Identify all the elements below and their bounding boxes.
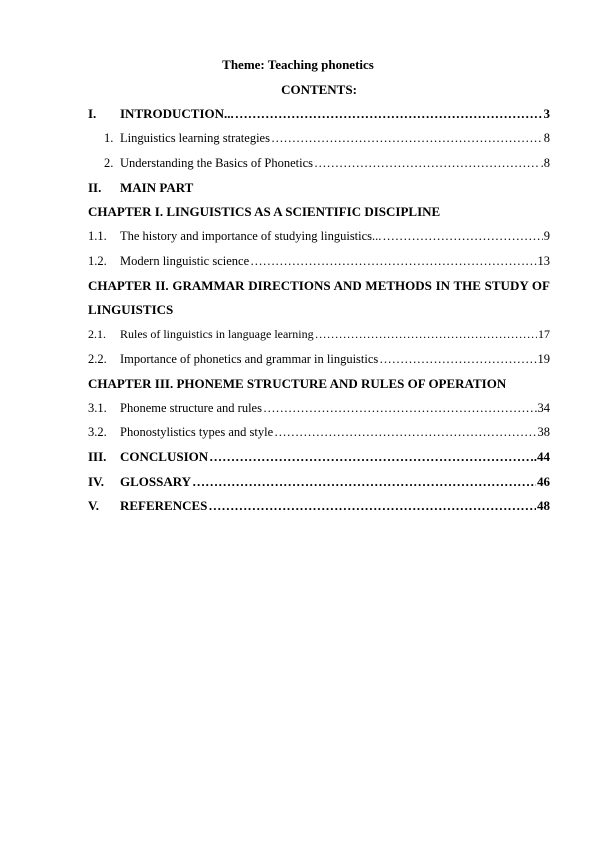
toc-page-number: .44 bbox=[533, 449, 550, 465]
toc-entry-3-1 bbox=[88, 396, 550, 421]
toc-entry-label: MAIN PART bbox=[120, 179, 194, 195]
toc-dot-leader bbox=[208, 498, 536, 514]
toc-entry-label: Importance of phonetics and grammar in linguistics bbox=[120, 351, 379, 366]
toc-entry-label: Rules of linguistics in language learning bbox=[120, 327, 314, 342]
toc-entry-label: CONCLUSION bbox=[120, 449, 209, 465]
toc-entry-1-1 bbox=[88, 225, 550, 250]
toc-dot-leader bbox=[271, 131, 543, 146]
toc-entry-number: 2.1. bbox=[88, 327, 106, 342]
toc-entry-label: GLOSSARY bbox=[120, 473, 192, 489]
toc-page-number: 13 bbox=[537, 253, 550, 268]
toc-entry-3-2 bbox=[88, 421, 550, 446]
toc-page-number: 9 bbox=[543, 229, 550, 244]
toc-entry-label: Modern linguistic science bbox=[120, 253, 250, 268]
toc-entry-label: Understanding the Basics of Phonetics bbox=[120, 155, 314, 170]
toc-dot-leader bbox=[235, 106, 543, 122]
toc-entry-number: 3.1. bbox=[88, 400, 107, 415]
toc-entry-number: III. bbox=[88, 449, 107, 465]
toc-entry-introduction bbox=[88, 102, 550, 127]
toc-entry-1-2 bbox=[88, 249, 550, 274]
toc-page-number: .8 bbox=[540, 155, 550, 170]
toc-entry-label: REFERENCES bbox=[120, 498, 208, 514]
toc-entry-references bbox=[88, 494, 550, 519]
toc-entry-number: V. bbox=[88, 498, 99, 514]
table-of-contents bbox=[88, 102, 550, 519]
toc-entry-number: II. bbox=[88, 179, 102, 195]
document-theme-title: Theme: Teaching phonetics bbox=[222, 57, 374, 72]
toc-dot-leader bbox=[315, 327, 537, 342]
toc-page-number: 8 bbox=[543, 131, 550, 146]
toc-dot-leader bbox=[379, 352, 536, 367]
toc-dot-leader bbox=[250, 254, 536, 269]
toc-entry-number: 1.2. bbox=[88, 253, 107, 268]
toc-entry-number: 2.2. bbox=[88, 351, 107, 366]
toc-dot-leader bbox=[314, 156, 540, 171]
toc-entry-number: 2. bbox=[104, 155, 114, 170]
toc-entry-conclusion bbox=[88, 445, 550, 470]
toc-dot-leader bbox=[209, 449, 533, 465]
toc-entry-label: INTRODUCTION... bbox=[120, 106, 234, 122]
toc-page-number: 48 bbox=[537, 498, 550, 514]
toc-entry-label: Phoneme structure and rules bbox=[120, 400, 262, 415]
toc-entry-number: IV. bbox=[88, 473, 105, 489]
toc-entry-number: 3.2. bbox=[88, 425, 107, 440]
toc-chapter-2-heading: CHAPTER II. GRAMMAR DIRECTIONS AND METHODS IN THE STUDY OF LINGUISTICS bbox=[88, 277, 550, 317]
toc-entry-label: Phonostylistics types and style bbox=[120, 425, 274, 440]
toc-entry-label: The history and importance of studying linguistics... bbox=[120, 229, 382, 244]
toc-page-number: 38 bbox=[537, 425, 550, 440]
toc-dot-leader bbox=[192, 474, 536, 490]
toc-entry-number: I. bbox=[88, 106, 97, 122]
toc-page-number: 46 bbox=[537, 473, 550, 489]
toc-entry-basics-of-phonetics bbox=[88, 151, 550, 176]
toc-page-number: 17 bbox=[538, 327, 550, 342]
toc-page-number: 34 bbox=[537, 400, 550, 415]
toc-chapter-1-heading: CHAPTER I. LINGUISTICS AS A SCIENTIFIC DISCIPLINE bbox=[88, 204, 441, 219]
toc-entry-main-part bbox=[88, 176, 550, 201]
toc-dot-leader bbox=[274, 425, 536, 440]
toc-entry-learning-strategies bbox=[88, 127, 550, 152]
toc-chapter-3-heading: CHAPTER III. PHONEME STRUCTURE AND RULES OF OPERATION bbox=[88, 375, 507, 391]
toc-dot-leader bbox=[263, 401, 537, 416]
toc-page-number: 19 bbox=[537, 351, 550, 366]
toc-entry-label: Linguistics learning strategies bbox=[120, 131, 270, 146]
toc-page-number: 3 bbox=[543, 106, 550, 122]
toc-entry-number: 1.1. bbox=[88, 229, 107, 244]
toc-entry-number: 1. bbox=[104, 131, 114, 146]
contents-heading: CONTENTS: bbox=[281, 82, 357, 97]
toc-dot-leader bbox=[382, 229, 542, 244]
toc-entry-glossary bbox=[88, 470, 550, 495]
toc-entry-2-1 bbox=[88, 323, 550, 348]
toc-entry-2-2 bbox=[88, 347, 550, 372]
